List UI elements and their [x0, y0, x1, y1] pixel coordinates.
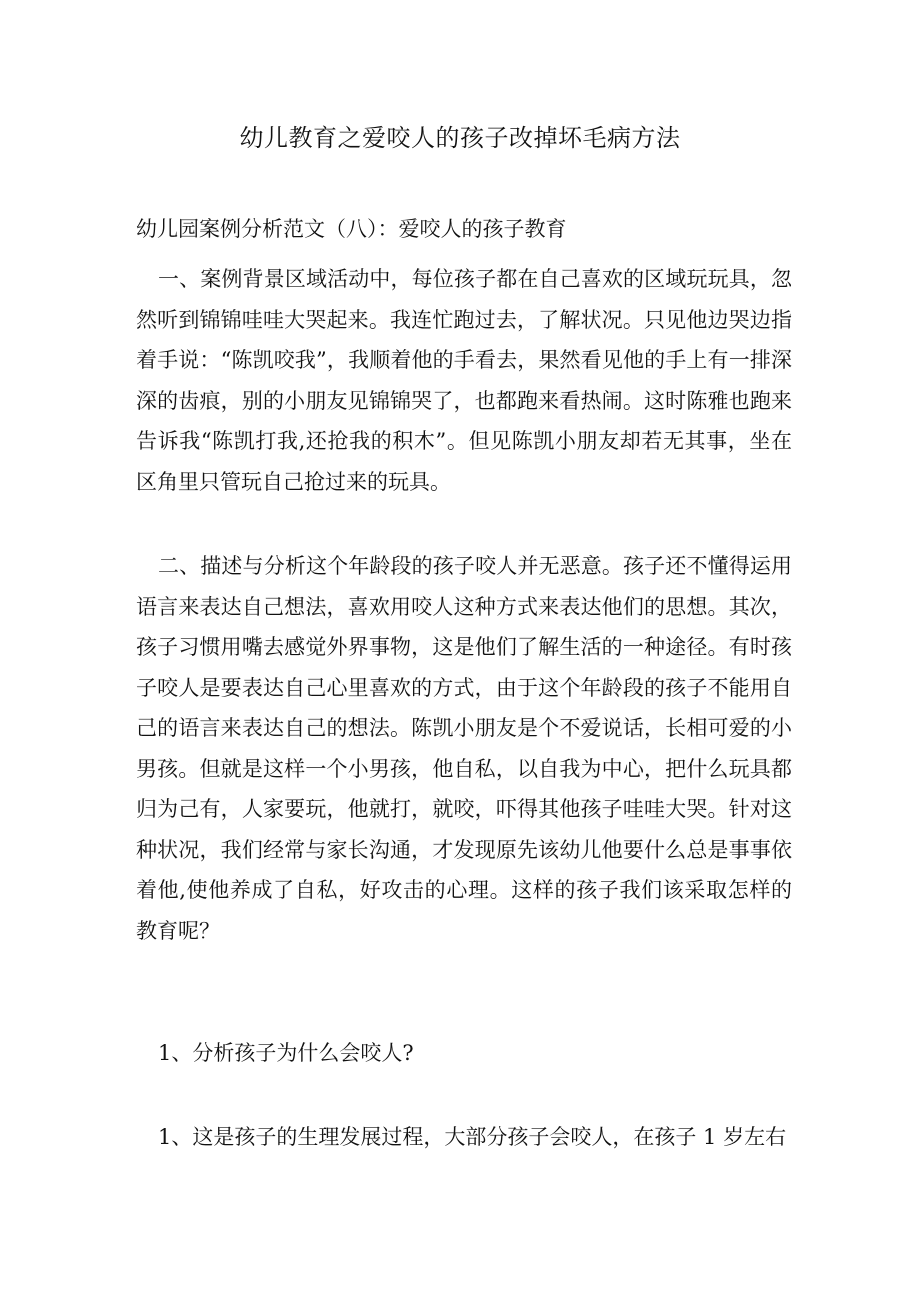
document-title: 幼儿教育之爱咬人的孩子改掉坏毛病方法: [239, 124, 681, 152]
paragraph-continuation: 1、这是孩子的生理发展过程，大部分孩子会咬人，在孩子 1 岁左右: [158, 1125, 787, 1149]
section-heading: 1、分析孩子为什么会咬人?: [158, 1041, 414, 1065]
paragraph-case-background: 一、案例背景区域活动中，每位孩子都在自己喜欢的区域玩玩具，忽然听到锦锦哇哇大哭起来。我连忙跑过去，了解状况。只见他边哭边指着手说：“陈凯咬我”，我顺着他的手看去，果然看见他的手上有一排深深的齿痕，别的小朋友见锦锦哭了，也都跑来看热闹。这时陈雅也跑来告诉我“陈凯打我,还抢我的积木”。但见陈凯小朋友却若无其事，坐在区角里只管玩自己抢过来的玩具。: [136, 267, 792, 494]
document-subtitle: 幼儿园案例分析范文（八）：爱咬人的孩子教育: [136, 217, 567, 241]
paragraph-description-analysis: 二、描述与分析这个年龄段的孩子咬人并无恶意。孩子还不懂得运用语言来表达自己想法，喜欢用咬人这种方式来表达他们的思想。其次，孩子习惯用嘴去感觉外界事物，这是他们了解生活的一种途径。有时孩子咬人是要表达自己心里喜欢的方式，由于这个年龄段的孩子不能用自己的语言来表达自己的想法。陈凯小朋友是个不爱说话，长相可爱的小男孩。但就是这样一个小男孩，他自私，以自我为中心，把什么玩具都归为己有，人家要玩，他就打，就咬，吓得其他孩子哇哇大哭。针对这种状况，我们经常与家长沟通，才发现原先该幼儿他要什么总是事事依着他,使他养成了自私，好攻击的心理。这样的孩子我们该采取怎样的教育呢？: [136, 554, 792, 943]
